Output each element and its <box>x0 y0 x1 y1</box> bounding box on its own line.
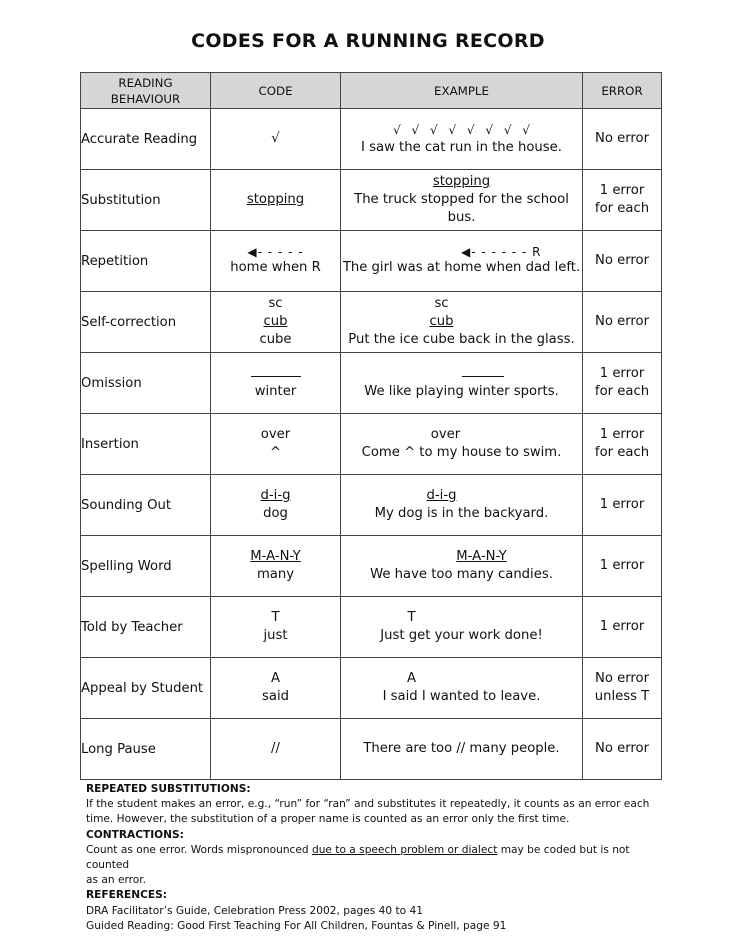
omission-blank-line <box>462 367 504 377</box>
example-cell: A I said I wanted to leave. <box>341 658 583 719</box>
error-cell: No error <box>583 292 662 353</box>
code-cell: // <box>211 719 341 780</box>
table-row <box>81 231 662 292</box>
table-row <box>81 597 662 658</box>
error-cell: No error <box>583 109 662 170</box>
error-cell: 1 error for each <box>583 414 662 475</box>
table-row <box>81 475 662 536</box>
code-cell <box>211 109 341 170</box>
repeated-substitutions-heading: REPEATED SUBSTITUTIONS: <box>86 783 251 795</box>
table-row <box>81 536 662 597</box>
contractions-text: as an error. <box>86 874 146 887</box>
header-reading-behaviour: READING BEHAVIOUR <box>81 73 211 109</box>
example-cell: sc cub Put the ice cube back in the glass. <box>341 292 583 353</box>
code-cell: A said <box>211 658 341 719</box>
code-cell: over ^ <box>211 414 341 475</box>
code-cell: d-i-g dog <box>211 475 341 536</box>
code-cell: ◀- - - - - home when R <box>211 231 341 292</box>
running-record-codes-table <box>80 72 662 780</box>
references-heading: REFERENCES: <box>86 889 168 902</box>
code-cell: sc cub cube <box>211 292 341 353</box>
behaviour-cell: Long Pause <box>81 719 211 780</box>
repeated-substitutions-text: If the student makes an error, e.g., “run” for “ran” and substitutes it repeatedly, it counts as an error each <box>86 798 650 811</box>
example-cell: d-i-g My dog is in the backyard. <box>341 475 583 536</box>
checkmark-icon: √ <box>271 131 280 146</box>
example-cell: There are too // many people. <box>341 719 583 780</box>
error-cell: 1 error <box>583 597 662 658</box>
left-arrow-icon: ◀- - - - - - R <box>461 245 542 259</box>
behaviour-cell: Spelling Word <box>81 536 211 597</box>
error-cell: 1 error <box>583 536 662 597</box>
table-header-row <box>81 73 662 109</box>
error-cell: 1 error <box>583 475 662 536</box>
header-error: ERROR <box>583 73 662 109</box>
behaviour-cell: Appeal by Student <box>81 658 211 719</box>
contractions-heading: CONTRACTIONS: <box>86 828 184 841</box>
behaviour-cell: Substitution <box>81 170 211 231</box>
behaviour-cell: Omission <box>81 353 211 414</box>
table-row <box>81 353 662 414</box>
caret-icon: ^ <box>269 445 282 460</box>
checkmark-row: √ √ √ √ √ √ √ √ <box>393 123 530 137</box>
behaviour-cell: Accurate Reading <box>81 109 211 170</box>
error-cell: No error <box>583 719 662 780</box>
example-cell: T Just get your work done! <box>341 597 583 658</box>
notes-section <box>86 782 656 934</box>
table-row <box>81 170 662 231</box>
behaviour-cell: Told by Teacher <box>81 597 211 658</box>
behaviour-cell: Insertion <box>81 414 211 475</box>
page-title: CODES FOR A RUNNING RECORD <box>191 30 545 52</box>
table-row <box>81 719 662 780</box>
header-code: CODE <box>211 73 341 109</box>
left-arrow-icon: ◀- - - - - <box>247 245 304 259</box>
omission-blank-line <box>251 367 301 377</box>
behaviour-cell: Self-correction <box>81 292 211 353</box>
code-cell: M-A-N-Y many <box>211 536 341 597</box>
error-cell: 1 error for each <box>583 170 662 231</box>
header-example: EXAMPLE <box>341 73 583 109</box>
repeated-substitutions-text: time. However, the substitution of a proper name is counted as an error only the first time. <box>86 813 570 826</box>
error-cell: No error <box>583 231 662 292</box>
example-cell: ◀- - - - - - R The girl was at home when dad left. <box>341 231 583 292</box>
table-row <box>81 292 662 353</box>
error-cell: 1 error for each <box>583 353 662 414</box>
reference-item: Guided Reading: Good First Teaching For All Children, Fountas & Pinell, page 91 <box>86 919 507 932</box>
example-cell: over Come ^ to my house to swim. <box>341 414 583 475</box>
reference-item: DRA Facilitator’s Guide, Celebration Press 2002, pages 40 to 41 <box>86 904 423 917</box>
table-row <box>81 414 662 475</box>
example-cell: M-A-N-Y We have too many candies. <box>341 536 583 597</box>
example-cell: √ √ √ √ √ √ √ √ I saw the cat run in the house. <box>341 109 583 170</box>
table-row <box>81 658 662 719</box>
behaviour-cell: Repetition <box>81 231 211 292</box>
contractions-text: Count as one error. Words mispronounced due to a speech problem or dialect may be coded but is not counted <box>86 843 630 872</box>
behaviour-cell: Sounding Out <box>81 475 211 536</box>
example-cell: We like playing winter sports. <box>341 353 583 414</box>
code-cell: T just <box>211 597 341 658</box>
table-row <box>81 109 662 170</box>
code-cell: winter <box>211 353 341 414</box>
example-cell: stopping The truck stopped for the school bus. <box>341 170 583 231</box>
error-cell: No error unless T <box>583 658 662 719</box>
code-cell: stopping <box>211 170 341 231</box>
